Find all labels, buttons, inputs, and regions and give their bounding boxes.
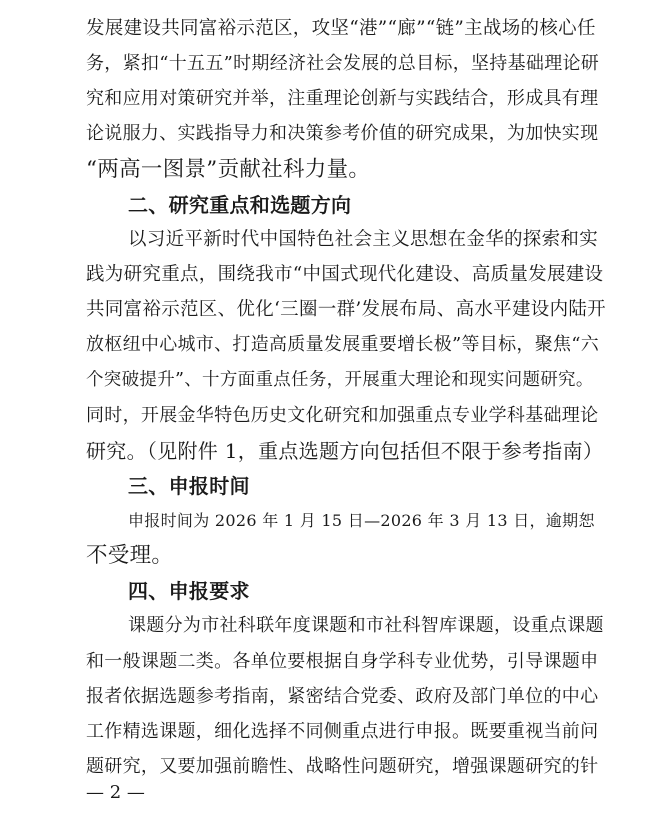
page-number: — 2 — xyxy=(86,782,145,803)
section-heading-4: 四、申报要求 xyxy=(128,579,250,603)
section-heading-2: 二、研究重点和选题方向 xyxy=(128,193,352,217)
paragraph-line: 研究。（见附件 1，重点选题方向包括但不限于参考指南） xyxy=(86,439,604,463)
paragraph-line: 报者依据选题参考指南，紧密结合党委、政府及部门单位的中心 xyxy=(86,686,599,707)
paragraph-line: 发展建设共同富裕示范区，攻坚“港”“廊”“链”主战场的核心任 xyxy=(86,18,596,39)
paragraph-line: 践为研究重点，围绕我市“中国式现代化建设、高质量发展建设 xyxy=(86,264,604,285)
paragraph-line: 同时，开展金华特色历史文化研究和加强重点专业学科基础理论 xyxy=(86,405,599,426)
paragraph-line: 不受理。 xyxy=(86,543,174,568)
paragraph-line: 课题分为市社科联年度课题和市社科智库课题，设重点课题 xyxy=(128,615,604,636)
paragraph-line: 究和应用对策研究并举，注重理论创新与实践结合，形成具有理 xyxy=(86,88,599,109)
paragraph-line: 申报时间为 2026 年 1 月 15 日—2026 年 3 月 13 日，逾期恕 xyxy=(128,511,595,530)
paragraph-line: 共同富裕示范区、优化‘三圈一群’发展布局、高水平建设内陆开 xyxy=(86,299,606,320)
paragraph-line: 题研究，又要加强前瞻性、战略性问题研究，增强课题研究的针 xyxy=(86,756,599,777)
paragraph-line: 论说服力、实践指导力和决策参考价值的研究成果，为加快实现 xyxy=(86,123,599,144)
section-heading-3: 三、申报时间 xyxy=(128,474,250,498)
paragraph-line: 和一般课题二类。各单位要根据自身学科专业优势，引导课题申 xyxy=(86,651,599,672)
paragraph-line: 以习近平新时代中国特色社会主义思想在金华的探索和实 xyxy=(128,229,599,250)
paragraph-line: “两高一图景”贡献社科力量。 xyxy=(86,157,371,182)
paragraph-line: 放枢纽中心城市、打造高质量发展重要增长极”等目标，聚焦“六 xyxy=(86,334,600,355)
paragraph-line: 务，紧扣“十五五”时期经济社会发展的总目标，坚持基础理论研 xyxy=(86,53,600,74)
paragraph-line: 个突破提升”、十方面重点任务，开展重大理论和现实问题研究。 xyxy=(86,370,594,390)
paragraph-line: 工作精选课题，细化选择不同侧重点进行申报。既要重视当前问 xyxy=(86,721,599,742)
